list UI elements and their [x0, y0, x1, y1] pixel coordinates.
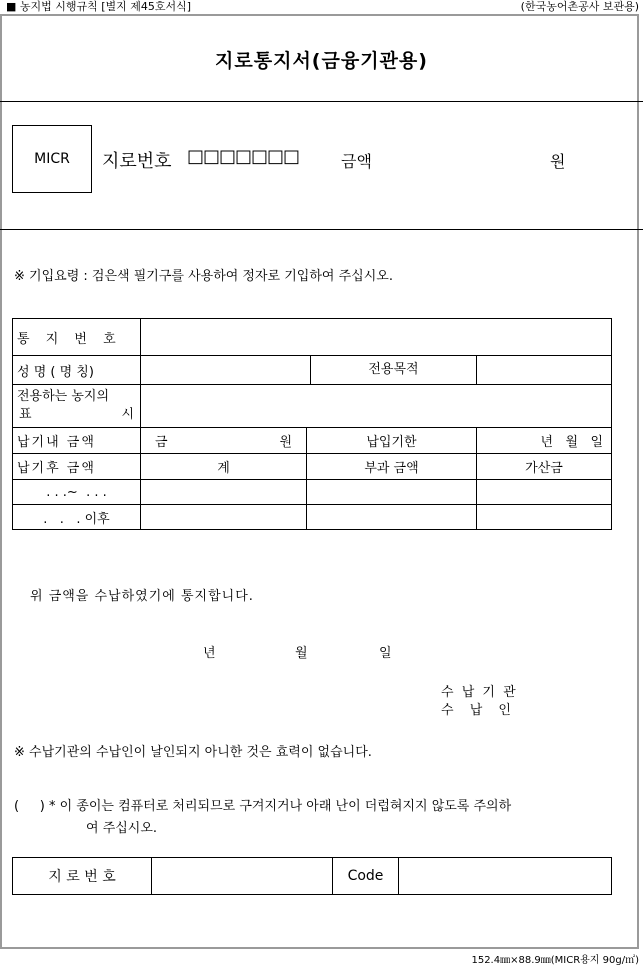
period-before-total[interactable] [141, 480, 307, 505]
date-day: 일 [379, 646, 392, 661]
won-label: 원 [550, 152, 566, 171]
due-amount-field[interactable] [141, 428, 307, 454]
name-field[interactable] [141, 356, 477, 385]
page-title: 지로통지서(금융기관용) [215, 50, 428, 72]
amount-label: 금액 [341, 152, 372, 171]
land-label [13, 385, 141, 428]
period-after-total[interactable] [141, 505, 307, 530]
notice-table [12, 318, 612, 530]
instruction-text: ※ 기입요령 : 검은색 필기구를 사용하여 정자로 기입하여 주십시오. [14, 269, 393, 284]
giro-number-label: 지로번호 [102, 151, 172, 172]
name-value[interactable] [141, 356, 311, 384]
levy-label: 부과 금액 [307, 454, 477, 480]
total-label: 계 [141, 454, 307, 480]
amount-prefix: 금 [155, 435, 168, 450]
micr-box: MICR [12, 125, 92, 193]
period-before-surcharge[interactable] [477, 480, 612, 505]
caution-line2: 여 주십시오. [86, 821, 158, 836]
paper-spec: 152.4㎜×88.9㎜(MICR용지 90g/㎡) [471, 955, 639, 966]
giro-number-boxes[interactable]: □□□□□□□ [187, 146, 300, 167]
giro-number-field-bottom[interactable] [152, 858, 333, 895]
due-amount-label: 납기내 금액 [13, 428, 141, 454]
land-label-a: 표 [19, 407, 32, 422]
land-field[interactable] [141, 385, 612, 428]
date-year: 년 [203, 646, 216, 661]
divider [0, 229, 643, 230]
receiver-stamp: 수 납 인 [441, 703, 517, 718]
code-label: Code [333, 858, 399, 895]
period-after-surcharge[interactable] [477, 505, 612, 530]
due-date-field[interactable]: 년 월 일 [477, 428, 612, 454]
purpose-label: 전용목적 [368, 362, 419, 377]
period-after: . . . 이후 [13, 505, 141, 530]
date-month: 월 [295, 646, 308, 661]
period-before: . . .~ . . . [13, 480, 141, 505]
after-amount-label: 납기후 금액 [13, 454, 141, 480]
receiver-institution: 수 납 기 관 [441, 685, 518, 700]
amount-won: 원 [279, 435, 292, 450]
land-label-b: 시 [121, 407, 134, 422]
land-label-line1: 전용하는 농지의 [17, 389, 110, 404]
warning-text: ※ 수납기관의 수납인이 날인되지 아니한 것은 효력이 없습니다. [14, 745, 372, 760]
notice-number-field[interactable] [141, 319, 612, 356]
surcharge-label: 가산금 [477, 454, 612, 480]
caution-line1: ( ) * 이 종이는 컴퓨터로 처리되므로 구겨지거나 아래 난이 더럽혀지지 않도록 주의하 [14, 799, 512, 814]
storage-note: (한국농어촌공사 보관용) [520, 0, 639, 13]
period-before-levy[interactable] [307, 480, 477, 505]
bottom-table [12, 857, 612, 895]
divider [0, 101, 643, 102]
giro-number-label-bottom: 지 로 번 호 [13, 858, 152, 895]
name-label: 성 명 ( 명 칭) [13, 356, 141, 385]
purpose-field[interactable] [477, 356, 612, 385]
due-date-label: 납입기한 [307, 428, 477, 454]
notice-number-label: 통 지 번 호 [13, 319, 141, 356]
period-after-levy[interactable] [307, 505, 477, 530]
notice-text: 위 금액을 수납하였기에 통지합니다. [30, 589, 254, 604]
form-reference: ■ 농지법 시행규칙 [별지 제45호서식] [6, 0, 192, 13]
code-field[interactable] [399, 858, 612, 895]
